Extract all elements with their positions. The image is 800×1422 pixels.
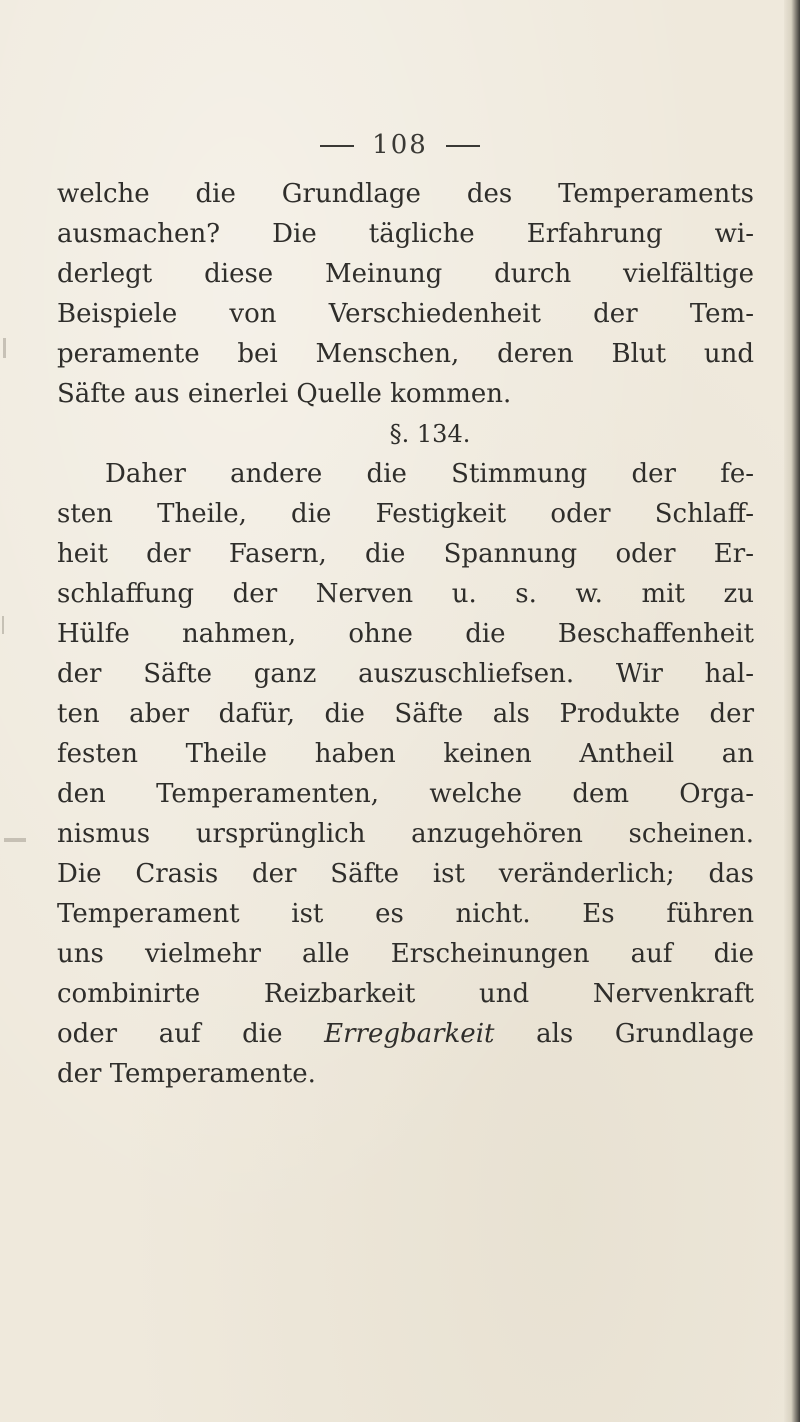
margin-speck [2, 616, 4, 634]
margin-speck [3, 338, 6, 358]
margin-speck [4, 838, 26, 842]
text-line: sten Theile, die Festigkeit oder Schlaff- [57, 499, 754, 529]
header-dash-left [320, 145, 354, 147]
text-line: combinirte Reizbarkeit und Nervenkraft [57, 979, 754, 1009]
text-line: welche die Grundlage des Temperaments [57, 179, 754, 209]
text-line: derlegt diese Meinung durch vielfältige [57, 259, 754, 289]
text-line: Temperament ist es nicht. Es führen [57, 899, 754, 929]
emphasized-term: Erregbarkeit [324, 1019, 495, 1049]
text-line: Säfte aus einerlei Quelle kommen. [57, 379, 512, 409]
text-line: der Säfte ganz auszuschliefsen. Wir hal- [57, 659, 754, 689]
text-line: Beispiele von Verschiedenheit der Tem- [57, 299, 754, 329]
page-header [0, 130, 800, 160]
text-line: Hülfe nahmen, ohne die Beschaffenheit [57, 619, 754, 649]
text-line: heit der Fasern, die Spannung oder Er- [57, 539, 754, 569]
text-line: ausmachen? Die tägliche Erfahrung wi- [57, 219, 754, 249]
text-line: ten aber dafür, die Säfte als Produkte der [57, 699, 754, 729]
page-number: 108 [372, 130, 428, 160]
text-line: peramente bei Menschen, deren Blut und [57, 339, 754, 369]
text-line: festen Theile haben keinen Antheil an [57, 739, 754, 769]
page-edge-shadow [784, 0, 800, 1422]
text-line: Die Crasis der Säfte ist veränderlich; das [57, 859, 754, 889]
text-line: uns vielmehr alle Erscheinungen auf die [57, 939, 754, 969]
text-line [57, 1014, 754, 1054]
text-line: der Temperamente. [57, 1059, 316, 1089]
header-dash-right [446, 145, 480, 147]
text-segment: oder auf die [57, 1019, 283, 1049]
text-line: schlaffung der Nerven u. s. w. mit zu [57, 579, 754, 609]
section-heading: §. 134. [389, 420, 471, 448]
text-segment: als Grundlage [536, 1019, 754, 1049]
text-line: nismus ursprünglich anzugehören scheinen. [57, 819, 754, 849]
text-line: den Temperamenten, welche dem Orga- [57, 779, 754, 809]
text-line: Daher andere die Stimmung der fe- [105, 459, 754, 489]
